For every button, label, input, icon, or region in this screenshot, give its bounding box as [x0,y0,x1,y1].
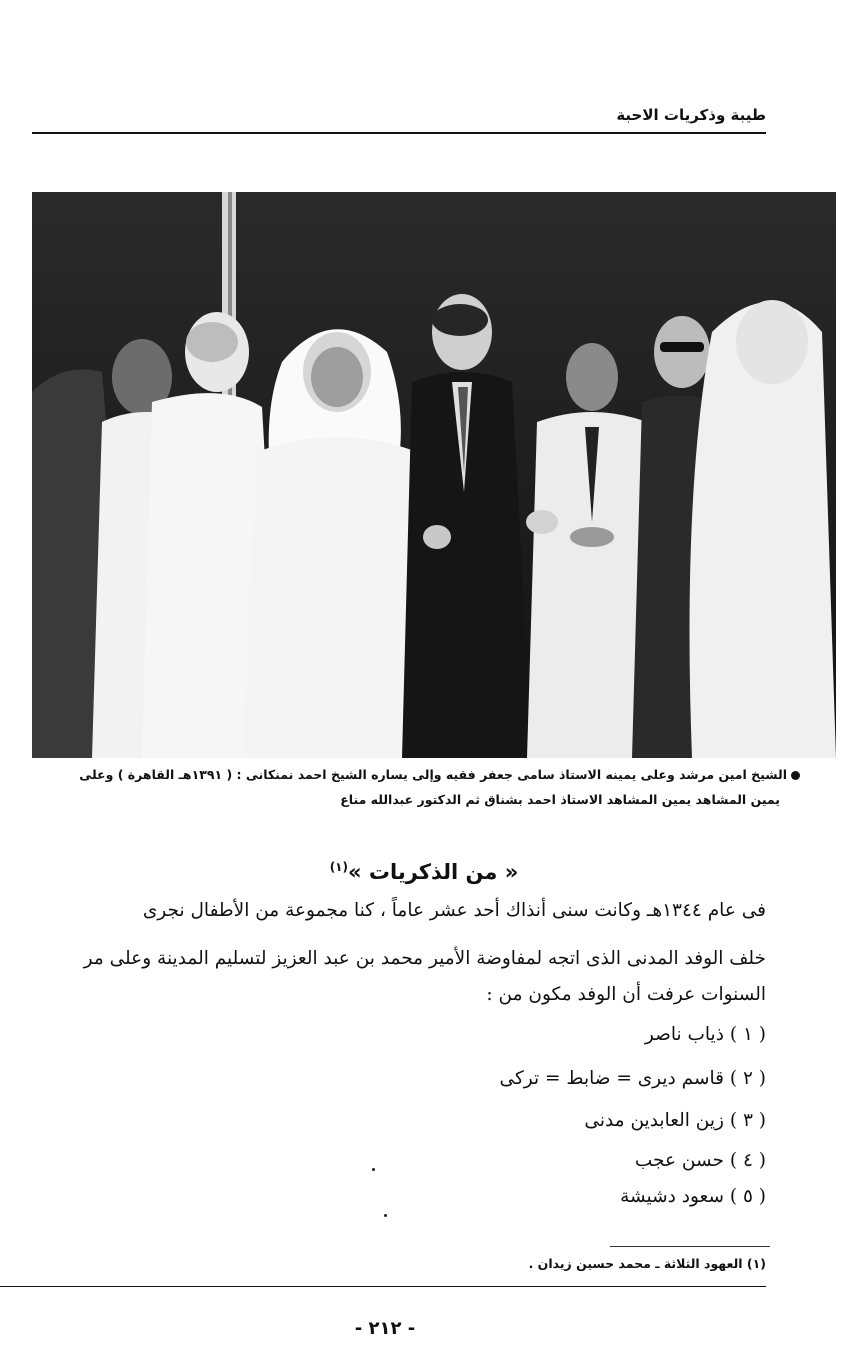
list-item: ( ٢ ) قاسم ديرى = ضابط = تركى [499,1068,766,1089]
list-item: ( ٥ ) سعود دشيشة [620,1186,766,1207]
footnote: (١) العهود الثلاثة ـ محمد حسين زيدان . [528,1256,766,1271]
speck [372,1168,375,1171]
bottom-rule [0,1286,766,1287]
bullet-icon [791,771,800,780]
list-item: ( ٤ ) حسن عجب [634,1150,766,1171]
paragraph-line-2: خلف الوفد المدنى الذى اتجه لمفاوضة الأمير محمد بن عبد العزيز لتسليم المدينة وعلى مر [83,948,766,969]
footnote-rule [610,1246,770,1247]
caption-line-2: يمين المشاهد يمين المشاهد الاستاذ احمد بشناق ثم الدكتور عبدالله مناع [340,792,780,807]
paragraph-line-1: فى عام ١٣٤٤هـ وكانت سنى أنذاك أحد عشر عاماً ، كنا مجموعة من الأطفال نجرى [142,900,766,921]
caption-line-1: الشيخ امين مرشد وعلى يمينه الاستاذ سامى جعفر فقيه وإلى يساره الشيخ احمد نمنكانى : ( ١٣٩١هـ القاهرة ) وعلى [40,762,800,787]
photo-caption [40,762,800,812]
paragraph-line-3: السنوات عرفت أن الوفد مكون من : [486,984,766,1005]
list-item: ( ٣ ) زين العابدين مدنى [584,1110,766,1131]
group-photo [32,192,836,758]
section-title: « من الذكريات »$^{(١)}$ [329,860,519,884]
photo-illustration [32,192,836,758]
running-head: طيبة وذكريات الاحبة [616,106,766,124]
page-number: - ٢١٢ - [354,1318,416,1339]
footnote-ref: (١) [329,860,348,874]
list-item: ( ١ ) ذياب ناصر [644,1024,766,1045]
header-rule [32,132,766,134]
speck [384,1214,387,1217]
